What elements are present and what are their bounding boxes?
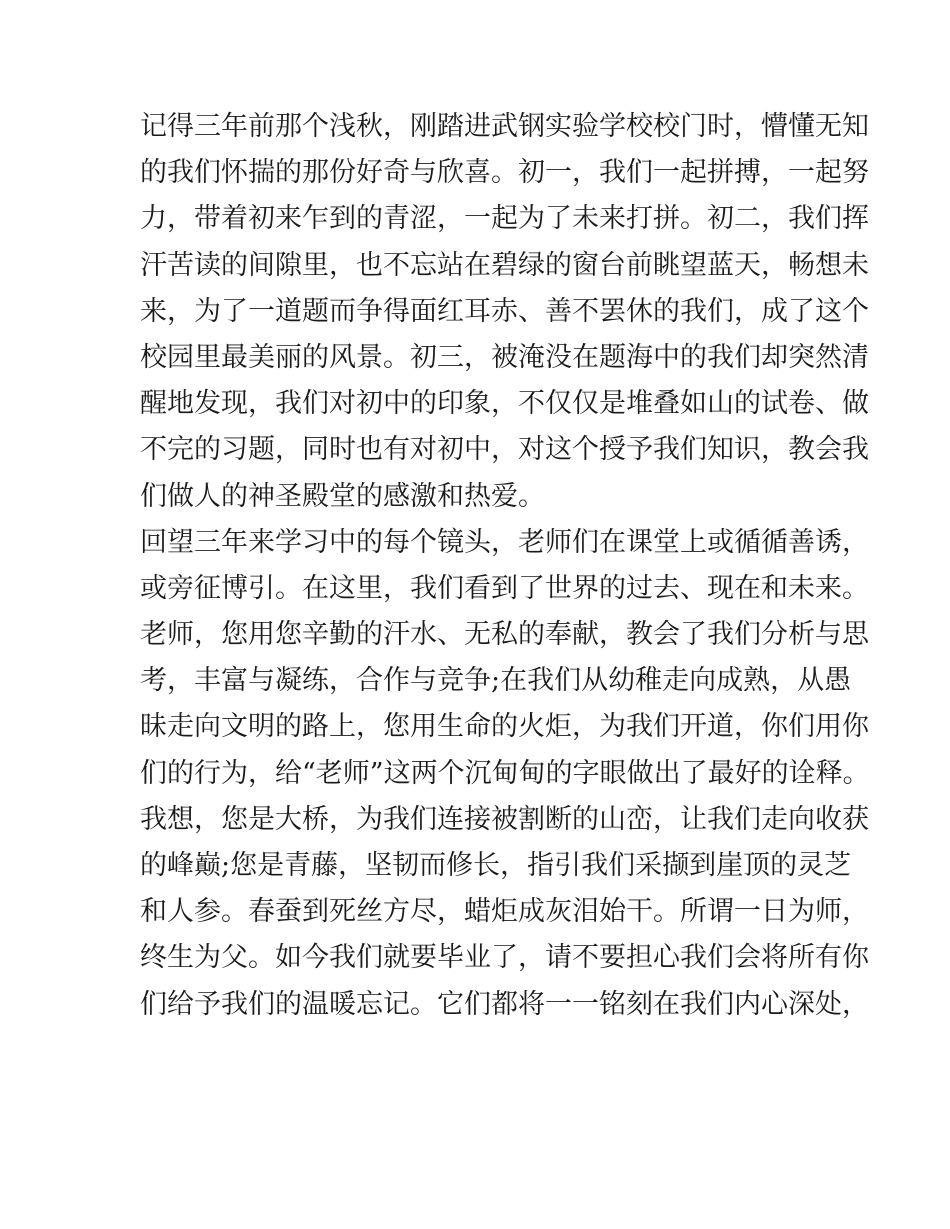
text-line-15: 们的行为，给“老师”这两个沉甸甸的字眼做出了最好的诠释。 bbox=[140, 757, 870, 789]
text-line-12: 老师，您用您辛勤的汗水、无私的奉献，教会了我们分析与思 bbox=[140, 619, 869, 651]
text-line-19: 终生为父。如今我们就要毕业了，请不要担心我们会将所有你 bbox=[140, 942, 869, 974]
text-line-18: 和人参。春蚕到死丝方尽，蜡炬成灰泪始干。所谓一日为师， bbox=[140, 896, 869, 928]
text-line-2: 的我们怀揣的那份好奇与欣喜。初一，我们一起拼搏，一起努 bbox=[140, 157, 869, 189]
text-line-8: 不完的习题，同时也有对初中，对这个授予我们知识，教会我 bbox=[140, 434, 869, 466]
text-line-16: 我想，您是大桥，为我们连接被割断的山峦，让我们走向收获 bbox=[140, 803, 869, 835]
text-line-4: 汗苦读的间隙里，也不忘站在碧绿的窗台前眺望蓝天，畅想未 bbox=[140, 249, 869, 281]
text-line-13: 考，丰富与凝练，合作与竞争;在我们从幼稚走向成熟，从愚 bbox=[140, 665, 852, 697]
text-line-14: 昧走向文明的路上，您用生命的火炬，为我们开道，你们用你 bbox=[140, 711, 869, 743]
text-line-7: 醒地发现，我们对初中的印象，不仅仅是堆叠如山的试卷、做 bbox=[140, 388, 869, 420]
text-line-17: 的峰巅;您是青藤，坚韧而修长，指引我们采撷到崖顶的灵芝 bbox=[140, 850, 852, 881]
text-line-10: 回望三年来学习中的每个镜头，老师们在课堂上或循循善诱， bbox=[140, 526, 869, 558]
text-line-20: 们给予我们的温暖忘记。它们都将一一铭刻在我们内心深处， bbox=[140, 988, 869, 1020]
text-line-3: 力，带着初来乍到的青涩，一起为了未来打拼。初二，我们挥 bbox=[140, 203, 869, 235]
text-line-9: 们做人的神圣殿堂的感激和热爱。 bbox=[140, 480, 545, 512]
text-line-5: 来，为了一道题而争得面红耳赤、善不罢休的我们，成了这个 bbox=[140, 295, 869, 327]
text-line-6: 校园里最美丽的风景。初三，被淹没在题海中的我们却突然清 bbox=[140, 341, 869, 373]
text-line-1: 记得三年前那个浅秋，刚踏进武钢实验学校校门时，懵懂无知 bbox=[140, 111, 869, 142]
text-line-11: 或旁征博引。在这里，我们看到了世界的过去、现在和未来。 bbox=[140, 572, 869, 604]
body-text bbox=[140, 104, 870, 1028]
